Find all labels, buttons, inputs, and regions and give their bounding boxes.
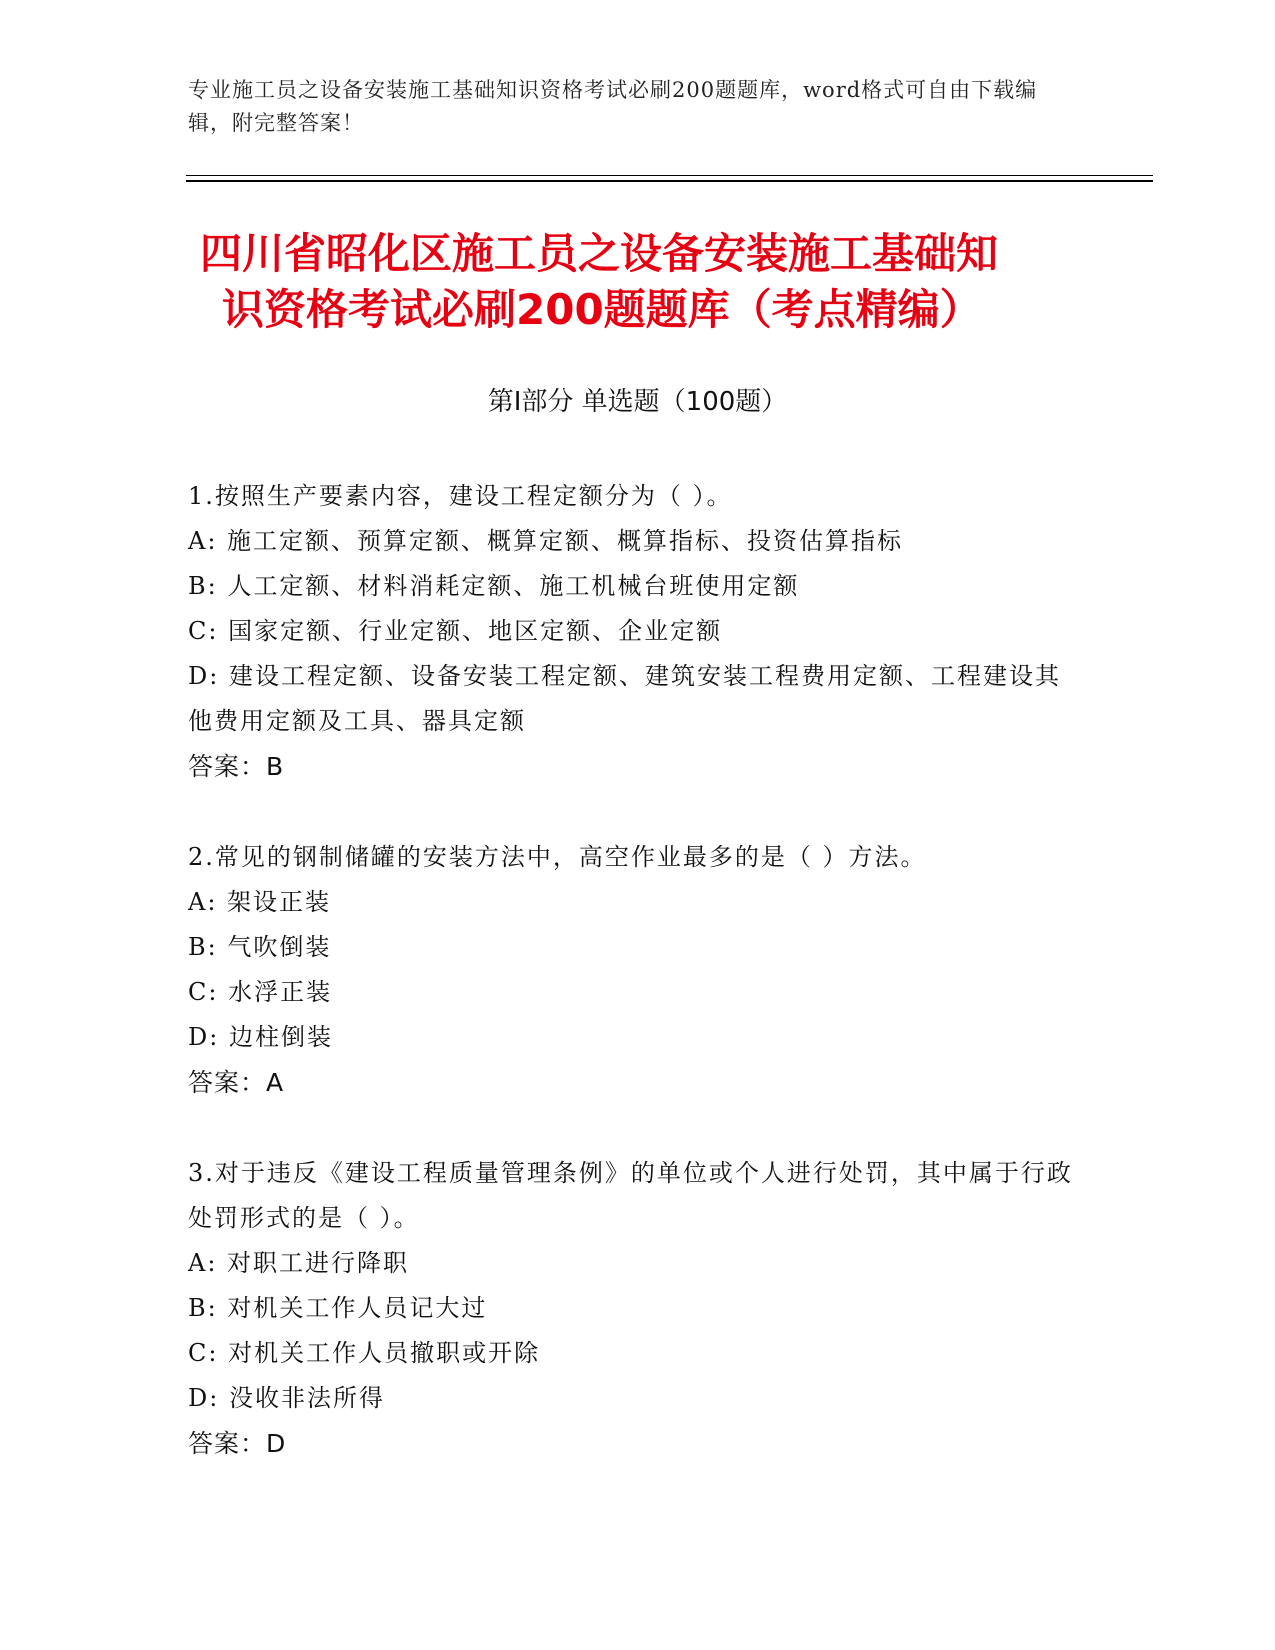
option-a: A: 对职工进行降职 xyxy=(188,1249,410,1277)
option-b: B: 气吹倒装 xyxy=(188,933,332,961)
option-c: C: 对机关工作人员撤职或开除 xyxy=(188,1339,541,1367)
option-d: D: 建设工程定额、设备安装工程定额、建筑安装工程费用定额、工程建设其他费用定额及工具、器具定额 xyxy=(188,662,1061,735)
option-c: C: 国家定额、行业定额、地区定额、企业定额 xyxy=(188,617,723,645)
document-title xyxy=(200,226,1080,338)
option-c: C: 水浮正装 xyxy=(188,978,333,1006)
option-b: B: 对机关工作人员记大过 xyxy=(188,1294,488,1322)
question-list xyxy=(188,474,1078,1512)
question-stem: 1.按照生产要素内容，建设工程定额分为（ ）。 xyxy=(188,482,733,510)
section-title: 第Ⅰ部分 单选题（100题） xyxy=(487,387,788,417)
answer: 答案：B xyxy=(188,752,285,781)
answer: 答案：A xyxy=(188,1068,285,1097)
option-a: A: 架设正装 xyxy=(188,888,332,916)
option-d: D: 没收非法所得 xyxy=(188,1384,385,1412)
option-d: D: 边柱倒装 xyxy=(188,1023,333,1051)
option-b: B: 人工定额、材料消耗定额、施工机械台班使用定额 xyxy=(188,572,800,600)
answer: 答案：D xyxy=(188,1429,287,1458)
document-title-line2: 识资格考试必刷200题题库（考点精编） xyxy=(222,285,982,334)
question-stem: 2.常见的钢制储罐的安装方法中，高空作业最多的是（ ）方法。 xyxy=(188,843,927,871)
header-divider-thick xyxy=(186,180,1153,182)
option-a: A: 施工定额、预算定额、概算定额、概算指标、投资估算指标 xyxy=(188,527,904,555)
header-divider-thin xyxy=(186,175,1153,176)
question-item xyxy=(188,1151,1078,1466)
header-note: 专业施工员之设备安装施工基础知识资格考试必刷200题题库，word格式可自由下载编辑，附完整答案！ xyxy=(188,78,1038,135)
document-title-line1: 四川省昭化区施工员之设备安装施工基础知 xyxy=(200,229,999,278)
question-stem: 3.对于违反《建设工程质量管理条例》的单位或个人进行处罚，其中属于行政处罚形式的是（ ）。 xyxy=(188,1159,1073,1232)
question-item xyxy=(188,474,1078,789)
question-item xyxy=(188,835,1078,1105)
